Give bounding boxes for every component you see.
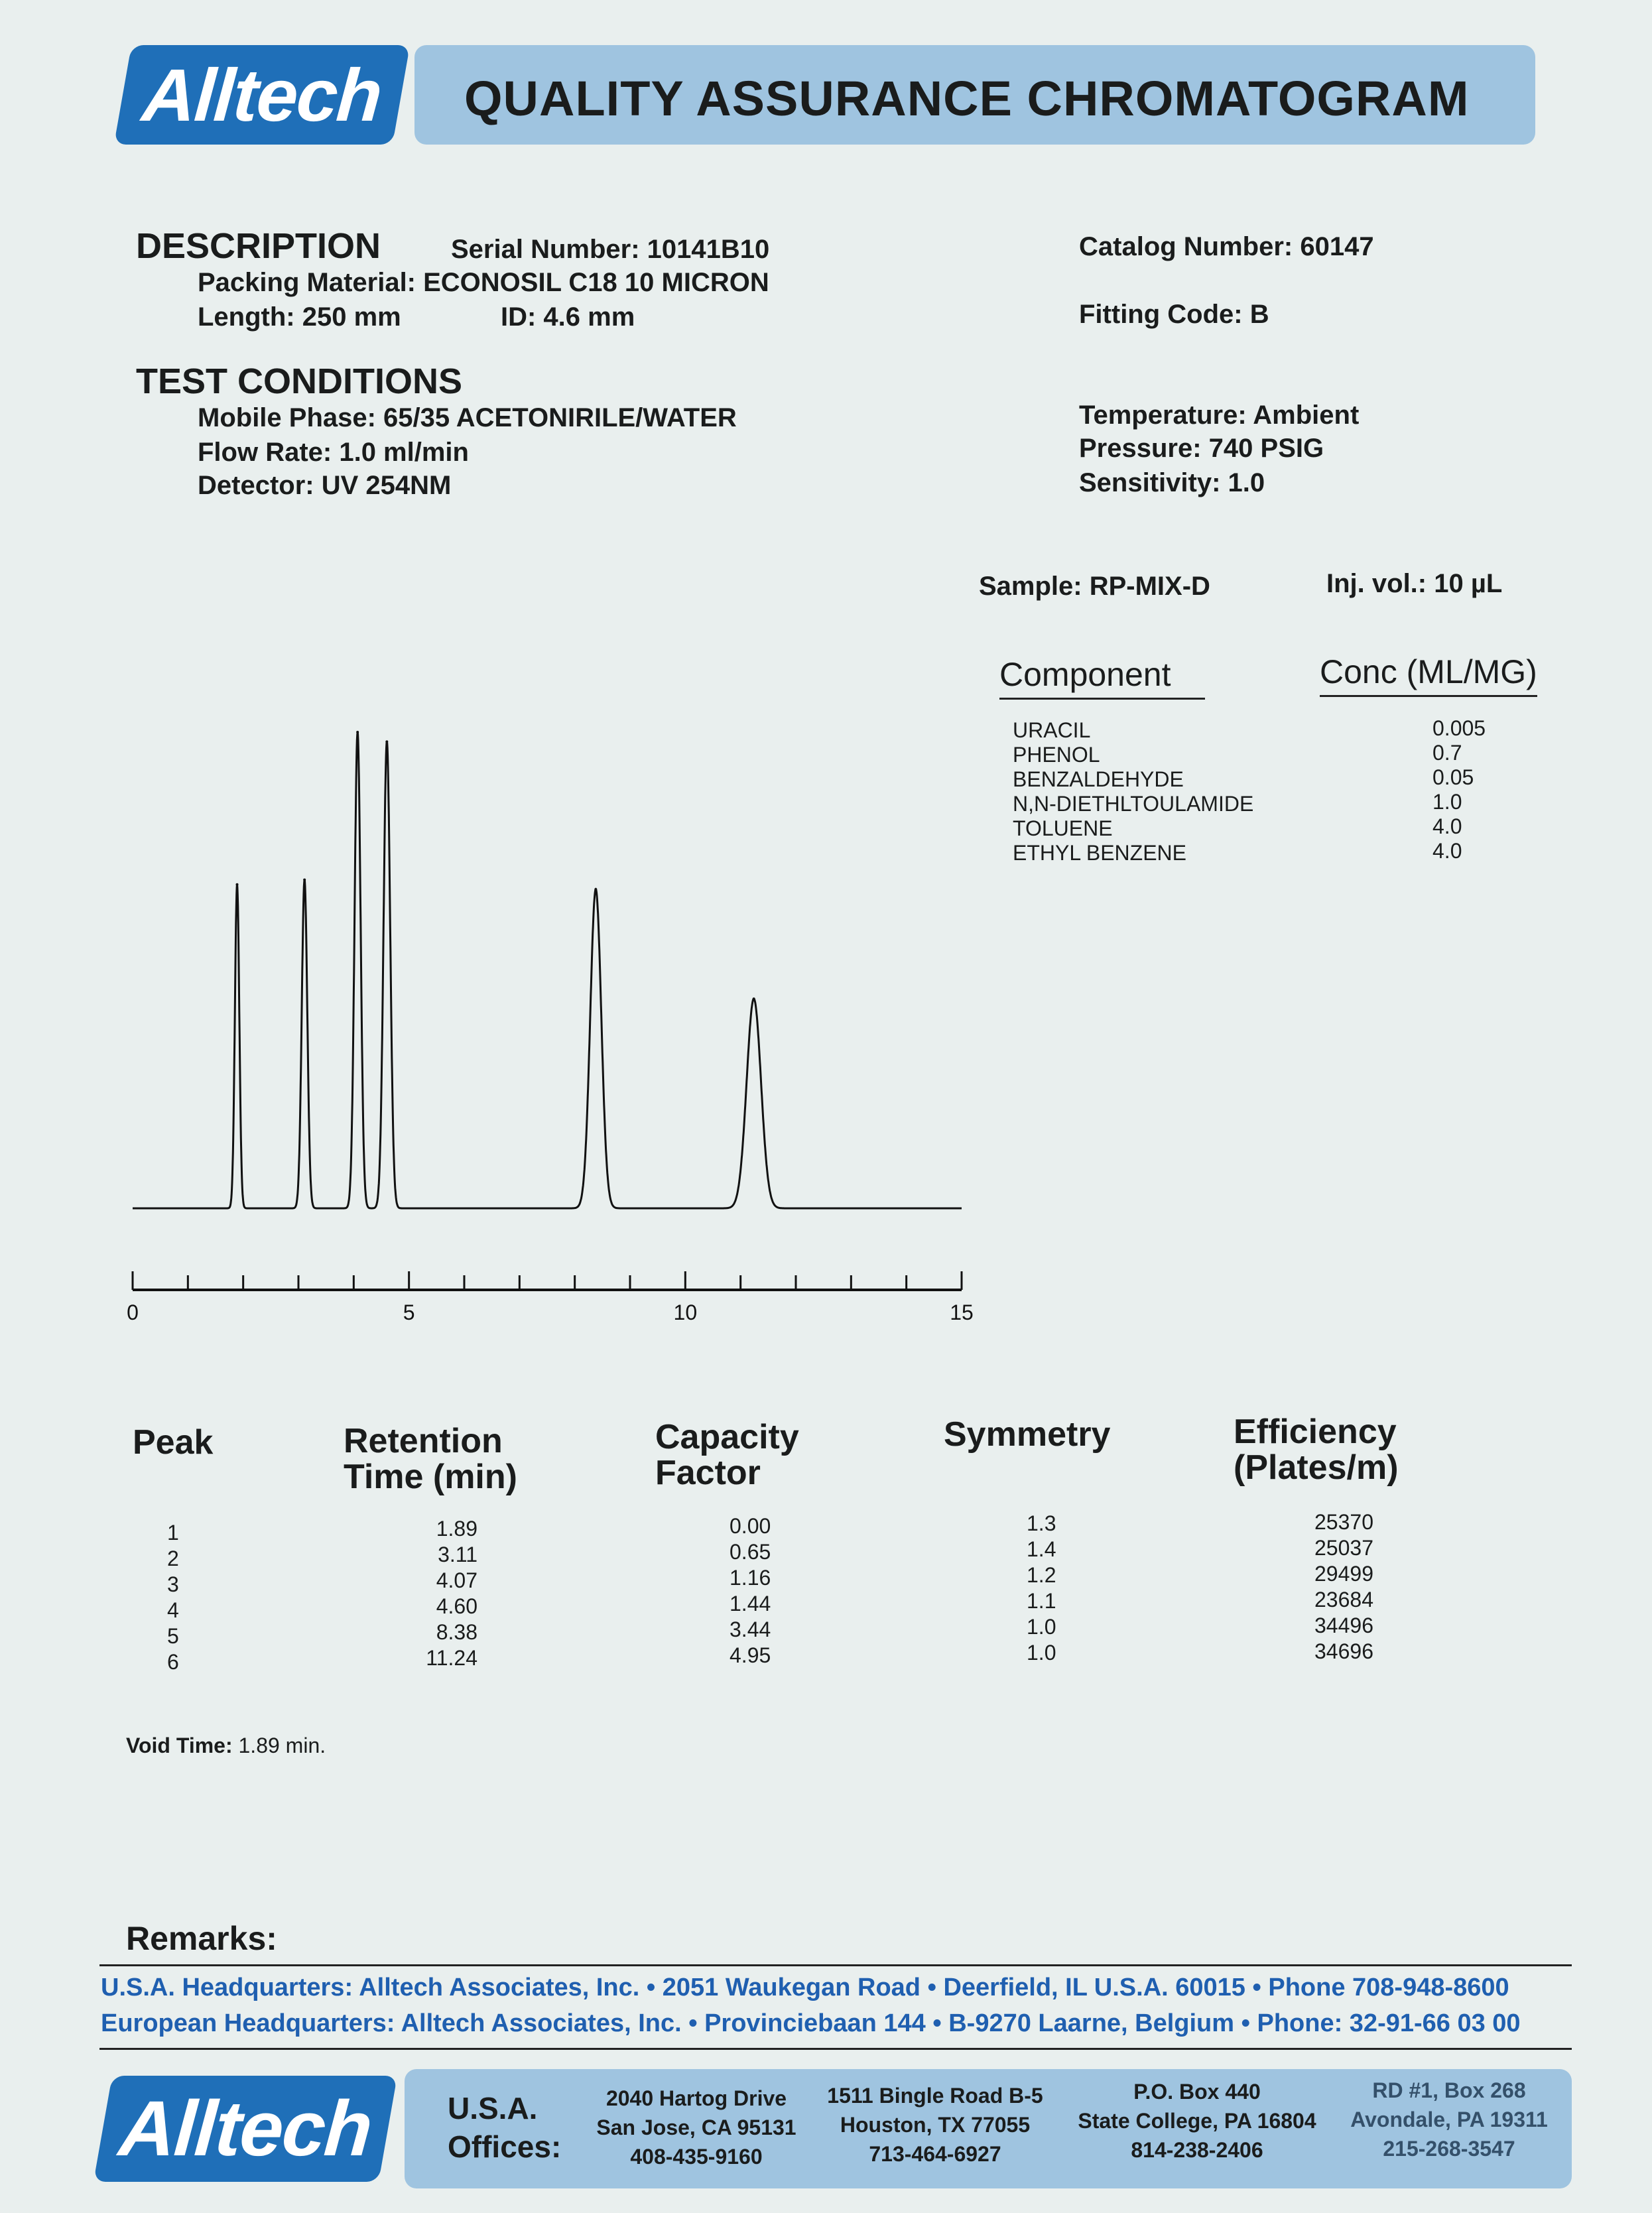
office-state-college [1064,2077,1330,2165]
table-cell-efficiency: 23684 [1314,1588,1373,1612]
capacity-column [730,1513,771,1669]
table-cell-peak: 4 [167,1598,179,1622]
fitting-code: Fitting Code: B [1079,300,1269,329]
table-cell-symmetry: 1.0 [1027,1641,1056,1665]
col-header-peak: Peak [133,1423,214,1462]
table-cell-capacity: 0.00 [730,1514,771,1538]
table-cell-retention: 8.38 [436,1620,477,1644]
x-tick-label: 0 [127,1300,139,1324]
table-cell-retention: 4.60 [436,1594,477,1618]
table-cell-symmetry: 1.4 [1027,1537,1056,1561]
usa-headquarters: U.S.A. Headquarters: Alltech Associates, Inc. • 2051 Waukegan Road • Deerfield, IL U.S.A. 60015 • Phone 708-948-8600 [101,1974,1509,2001]
component-name: PHENOL [1013,743,1100,767]
table-cell-efficiency: 25370 [1314,1510,1373,1534]
column-length: Length: 250 mm [198,302,401,332]
table-cell-efficiency: 25037 [1314,1536,1373,1560]
col-header-retention-line2: Time (min) [344,1458,517,1496]
page-title: QUALITY ASSURANCE CHROMATOGRAM [464,71,1470,126]
table-cell-symmetry: 1.0 [1027,1615,1056,1639]
col-header-efficiency-line1: Efficiency [1234,1413,1397,1451]
component-conc: 4.0 [1432,814,1462,838]
peak-4-apex [385,740,388,743]
table-cell-capacity: 4.95 [730,1643,771,1667]
col-header-retention-line1: Retention [344,1422,503,1460]
void-time-value: 1.89 min. [238,1734,326,1757]
conc-header-label: Conc (ML/MG) [1320,653,1537,690]
component-header-label: Component [999,656,1171,693]
offices-label [448,2089,561,2166]
office-houston [816,2081,1054,2169]
component-name: N,N-DIETHLTOULAMIDE [1013,792,1254,816]
office-phone: 814-238-2406 [1131,2138,1263,2162]
column-id: ID: 4.6 mm [501,302,635,332]
peak-6-apex [753,997,755,1000]
catalog-number: Catalog Number: 60147 [1079,232,1374,261]
table-cell-retention: 1.89 [436,1517,477,1541]
office-san-jose [584,2084,809,2171]
table-cell-retention: 3.11 [438,1543,477,1566]
component-name: ETHYL BENZENE [1013,841,1186,865]
col-header-capacity [655,1419,799,1491]
office-phone: 713-464-6927 [869,2142,1001,2166]
pressure: Pressure: 740 PSIG [1079,434,1324,463]
table-cell-capacity: 1.16 [730,1566,771,1590]
test-conditions-heading: TEST CONDITIONS [136,361,463,401]
col-header-capacity-line2: Factor [655,1454,761,1492]
table-cell-capacity: 1.44 [730,1592,771,1615]
table-cell-peak: 1 [167,1521,179,1545]
detector: Detector: UV 254NM [198,471,452,500]
mobile-phase: Mobile Phase: 65/35 ACETONIRILE/WATER [198,403,737,432]
peak-1-apex [236,883,239,886]
office-address-line: San Jose, CA 95131 [596,2116,796,2139]
component-name: TOLUENE [1013,816,1113,840]
sample-name: Sample: RP-MIX-D [979,572,1210,601]
col-header-capacity-line1: Capacity [655,1418,799,1456]
office-address-line: 2040 Hartog Drive [605,2086,787,2110]
x-tick-label: 15 [950,1300,974,1324]
divider-top [99,1964,1572,1966]
offices-label-line2: Offices: [448,2129,562,2164]
peak-2-apex [303,879,306,881]
component-name: BENZALDEHYDE [1013,767,1184,791]
x-tick-label: 5 [403,1300,415,1324]
alltech-footer-logo [94,2076,397,2182]
remarks-label: Remarks: [126,1920,277,1957]
col-header-efficiency [1234,1414,1399,1486]
office-address-line: Houston, TX 77055 [840,2113,1031,2137]
offices-label-line1: U.S.A. [448,2091,538,2125]
office-address-line: State College, PA 16804 [1078,2109,1316,2133]
packing-material: Packing Material: ECONOSIL C18 10 MICRON [198,268,769,297]
efficiency-column [1314,1509,1373,1665]
void-time [126,1734,326,1758]
temperature: Temperature: Ambient [1079,401,1360,430]
table-cell-capacity: 3.44 [730,1617,771,1641]
table-cell-symmetry: 1.1 [1027,1589,1056,1613]
europe-headquarters: European Headquarters: Alltech Associates, Inc. • Provinciebaan 144 • B-9270 Laarne, Belgium • Phone: 32-91-66 03 00 [101,2009,1521,2037]
office-address-line: P.O. Box 440 [1133,2080,1261,2104]
col-header-efficiency-line2: (Plates/m) [1234,1448,1399,1487]
component-conc: 0.05 [1432,765,1474,789]
sensitivity: Sensitivity: 1.0 [1079,468,1265,497]
table-cell-retention: 4.07 [436,1568,477,1592]
col-header-symmetry: Symmetry [944,1415,1111,1454]
x-tick-label: 10 [673,1300,698,1324]
peak-5-apex [594,888,597,891]
peak-column [167,1520,179,1675]
office-avondale [1336,2076,1562,2163]
office-address-line: RD #1, Box 268 [1372,2078,1526,2102]
table-cell-efficiency: 34496 [1314,1613,1373,1637]
col-header-retention [344,1423,517,1495]
alltech-logo-text: Alltech [139,53,385,137]
flow-rate: Flow Rate: 1.0 ml/min [198,438,469,467]
table-cell-peak: 5 [167,1624,179,1648]
table-cell-efficiency: 34696 [1314,1639,1373,1663]
component-conc: 0.7 [1432,741,1462,765]
void-time-label: Void Time: [126,1734,233,1757]
table-cell-retention: 11.24 [426,1646,477,1670]
component-name: URACIL [1013,718,1091,742]
divider-bottom [99,2048,1572,2050]
office-address-line: Avondale, PA 19311 [1350,2108,1548,2131]
serial-number: Serial Number: 10141B10 [451,235,770,264]
table-cell-efficiency: 29499 [1314,1562,1373,1586]
table-cell-symmetry: 1.2 [1027,1563,1056,1587]
table-cell-capacity: 0.65 [730,1540,771,1564]
office-phone: 408-435-9160 [630,2145,763,2169]
injection-volume: Inj. vol.: 10 µL [1326,569,1503,598]
retention-column [398,1516,477,1671]
office-address-line: 1511 Bingle Road B-5 [827,2084,1043,2108]
component-conc: 4.0 [1432,839,1462,863]
peak-3-apex [356,731,359,733]
table-cell-symmetry: 1.3 [1027,1511,1056,1535]
alltech-footer-logo-text: Alltech [116,2085,375,2173]
table-cell-peak: 2 [167,1547,179,1570]
table-cell-peak: 6 [167,1650,179,1674]
symmetry-column [1027,1511,1056,1666]
table-cell-peak: 3 [167,1572,179,1596]
description-heading: DESCRIPTION [136,226,381,266]
office-phone: 215-268-3547 [1383,2137,1515,2161]
component-conc: 0.005 [1432,716,1486,740]
chromatogram-trace [133,732,962,1208]
component-conc: 1.0 [1432,790,1462,814]
